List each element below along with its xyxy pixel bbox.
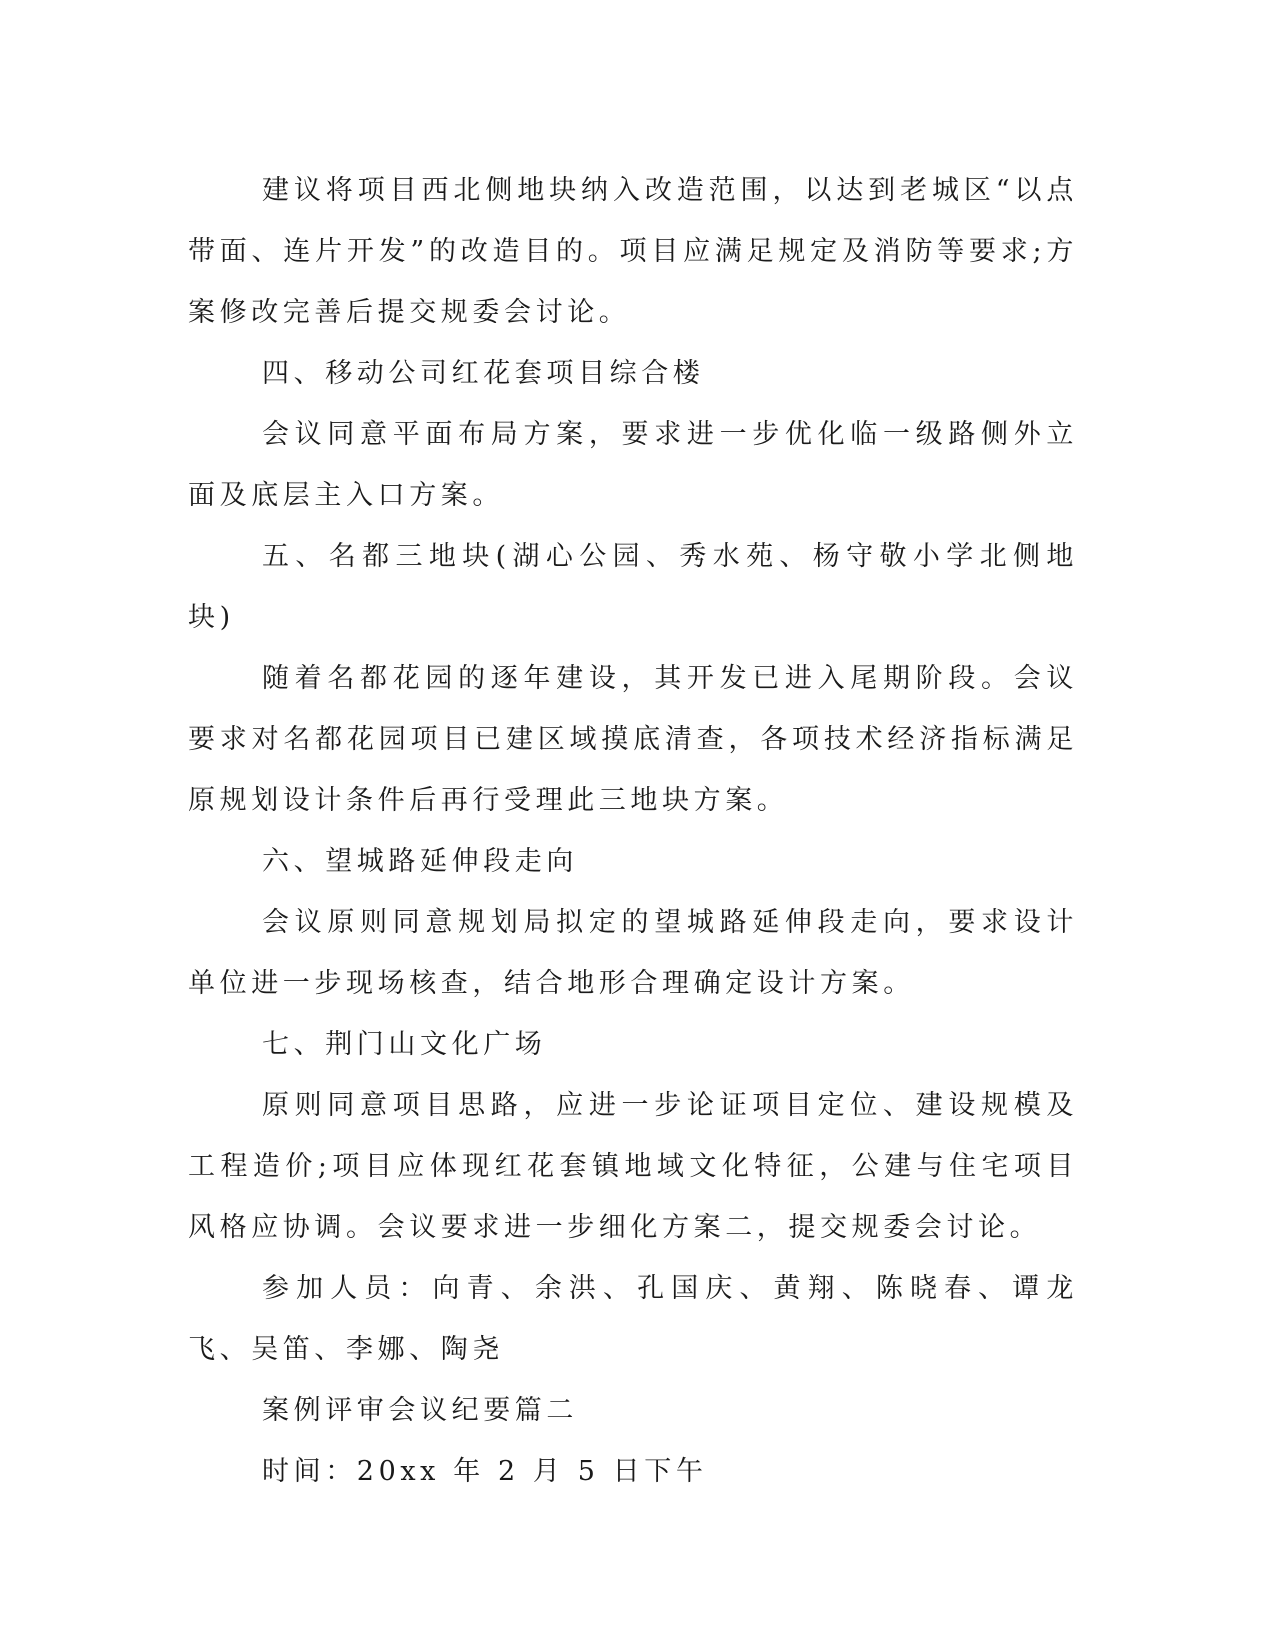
paragraph-meeting-time: 时间：20xx 年 2 月 5 日下午 — [262, 1456, 708, 1487]
document-body — [188, 160, 1078, 1502]
paragraph-section-four: 会议同意平面布局方案，要求进一步优化临一级路侧外立面及底层主入口方案。 — [188, 419, 1078, 511]
paragraph-section-six: 会议原则同意规划局拟定的望城路延伸段走向，要求设计单位进一步现场核查，结合地形合理确定设计方案。 — [188, 907, 1078, 999]
heading-section-seven: 七、荆门山文化广场 — [262, 1029, 547, 1060]
paragraph-attendees: 参加人员：向青、余洪、孔国庆、黄翔、陈晓春、谭龙飞、吴笛、李娜、陶尧 — [188, 1273, 1078, 1365]
paragraph-section-seven: 原则同意项目思路，应进一步论证项目定位、建设规模及工程造价;项目应体现红花套镇地域文化特征，公建与住宅项目风格应协调。会议要求进一步细化方案二，提交规委会讨论。 — [188, 1090, 1078, 1243]
heading-part-two: 案例评审会议纪要篇二 — [262, 1395, 578, 1426]
heading-section-four: 四、移动公司红花套项目综合楼 — [262, 358, 705, 389]
heading-section-six: 六、望城路延伸段走向 — [262, 846, 578, 877]
paragraph-renovation-scope: 建议将项目西北侧地块纳入改造范围，以达到老城区“以点带面、连片开发”的改造目的。项目应满足规定及消防等要求;方案修改完善后提交规委会讨论。 — [188, 175, 1078, 328]
heading-section-five: 五、名都三地块(湖心公园、秀水苑、杨守敬小学北侧地块) — [188, 541, 1078, 633]
paragraph-section-five: 随着名都花园的逐年建设，其开发已进入尾期阶段。会议要求对名都花园项目已建区域摸底清查，各项技术经济指标满足原规划设计条件后再行受理此三地块方案。 — [188, 663, 1078, 816]
